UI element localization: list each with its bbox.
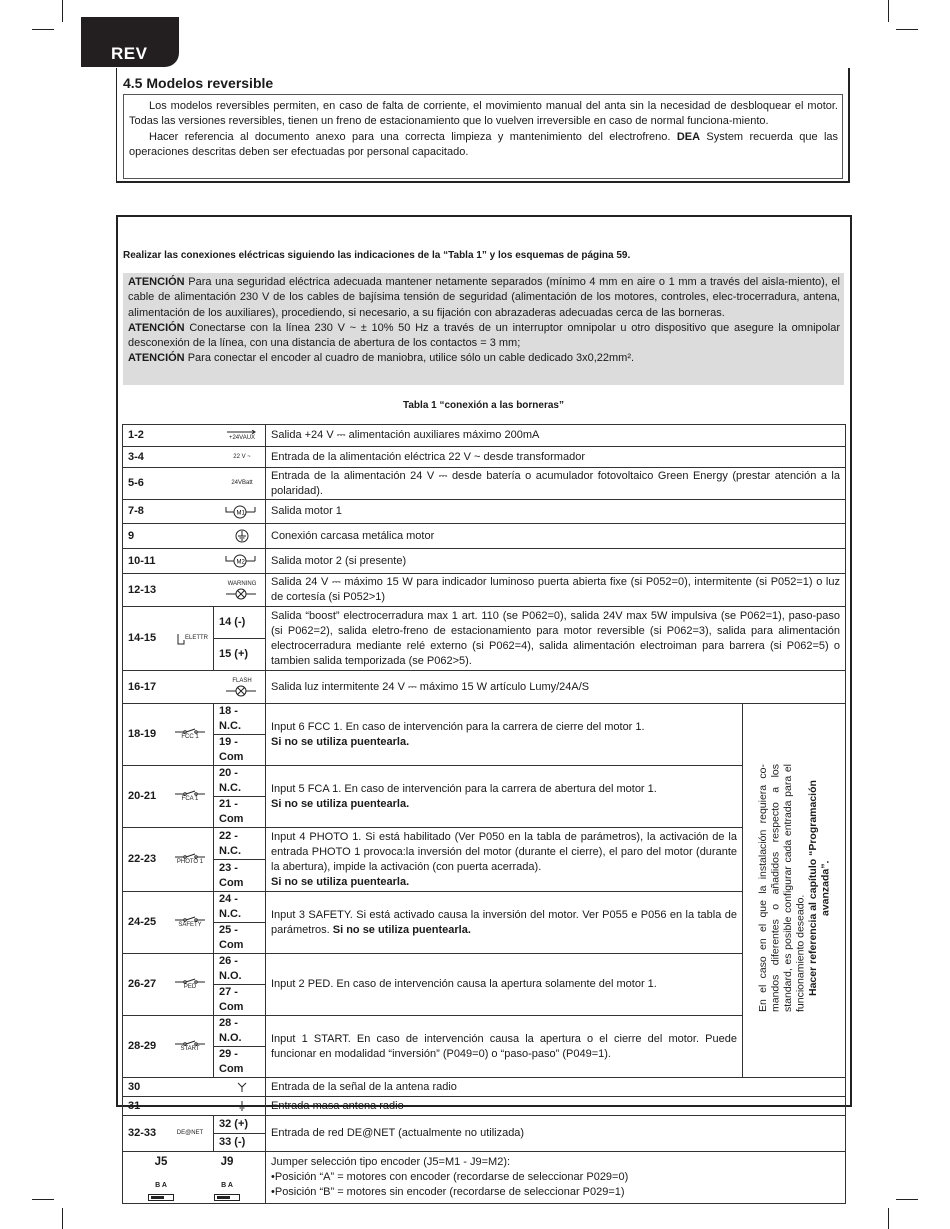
terminal-cell xyxy=(123,671,266,704)
side-note-bold: Hacer referencia al capítulo “Programación avanzada”. xyxy=(806,780,831,996)
warning xyxy=(128,321,840,352)
start-icon xyxy=(172,1040,208,1053)
table-row xyxy=(123,828,846,860)
warning-text: Para una seguridad eléctrica adecuada mantener netamente separados (mínimo 4 mm en aire o 1 mm a través del aisla-miento), el cable de alimentación 230 V de los cables de bajísima tensión de seguridad (alimentación de los motores, controles, elec-trocerradura, antena, alimentación de los auxiliares), procediendo, si necesario, a su fijación con abrazaderas adecuadas cerca de las borneras. xyxy=(128,276,840,319)
pin-label: 26 - N.O. xyxy=(214,954,266,985)
crop-mark xyxy=(32,1199,54,1200)
symbol-label: FLASH xyxy=(232,677,252,684)
terminal-number: 28-29 xyxy=(128,1040,157,1052)
table-row xyxy=(123,892,846,923)
description-bold: Si no se utiliza puentearla. xyxy=(271,875,410,888)
terminal-description: Entrada de red DE@NET (actualmente no utilizada) xyxy=(266,1116,846,1152)
pin-label: 20 - N.C. xyxy=(214,766,266,797)
terminal-description xyxy=(266,828,743,892)
terminal-cell xyxy=(123,524,266,549)
connections-lead: Realizar las conexiones eléctricas siguiendo las indicaciones de la “Tabla 1” y los esquemas de página 59. xyxy=(123,250,631,261)
symbol-label: ELETTR xyxy=(184,635,208,641)
symbol-label: START xyxy=(180,1046,200,1052)
limit-switch-icon xyxy=(172,728,208,741)
terminal-number: 7-8 xyxy=(128,505,144,517)
terminal-cell xyxy=(123,425,266,447)
terminal-description: Entrada de la alimentación 24 V ⎓ desde batería o acumulador fotovoltaico Green Energy (prestar atención a la polaridad). xyxy=(266,468,846,500)
jumper-label: J9 xyxy=(220,1155,234,1168)
flash-lamp-icon xyxy=(224,678,260,697)
terminal-number: 14-15 xyxy=(128,632,157,644)
terminal-description: Salida +24 V ⎓ alimentación auxiliares máximo 200mA xyxy=(266,425,846,447)
terminal-number: 22-23 xyxy=(128,853,157,865)
table-row xyxy=(123,500,846,524)
description-text: Input 3 SAFETY. Si está activado causa la inversión del motor. Ver P055 e P056 en la tabla de parámetros. xyxy=(271,908,737,936)
jumper-pos-label: B A xyxy=(155,1181,167,1189)
warning-text: Conectarse con la línea 230 V ~ ± 10% 50 Hz a través de un interruptor omnipolar u otro dispositivo que asegure la omnipolar desconexión de la línea, con una distancia de abertura de los contactos = 3 mm; xyxy=(128,321,840,350)
pin-label: 22 - N.C. xyxy=(214,828,266,860)
terminal-description: Input 1 START. En caso de intervención causa la apertura o el cierre del motor. Puede funcionar en modalidad “inversión” (P049=0) o “paso-paso” (P049=1). xyxy=(266,1016,743,1078)
terminal-description: Entrada de la alimentación eléctrica 22 V ~ desde transformador xyxy=(266,447,846,468)
pin-label: 27 - Com xyxy=(214,985,266,1016)
electrolock-icon xyxy=(177,633,208,645)
terminal-number: 31 xyxy=(128,1099,141,1112)
terminal-cell xyxy=(123,1016,214,1078)
pin-label: 15 (+) xyxy=(214,639,266,671)
jumper-pos-label: B A xyxy=(221,1181,233,1189)
pin-label: 29 - Com xyxy=(214,1047,266,1078)
terminal-cell xyxy=(123,892,214,954)
terminal-number: 3-4 xyxy=(128,450,144,463)
jumper-group xyxy=(128,1155,260,1201)
crop-mark xyxy=(62,1208,63,1229)
table-row xyxy=(123,1152,846,1204)
symbol-label: FCA 1 xyxy=(181,796,199,802)
jumper-j5 xyxy=(148,1155,174,1201)
description-bold: Si no se utiliza puentearla. xyxy=(271,735,410,748)
table-row xyxy=(123,1097,846,1116)
table-row xyxy=(123,671,846,704)
paragraph-text: Hacer referencia al documento anexo para una correcta limpieza y mantenimiento del electrofreno. xyxy=(149,130,677,143)
terminal-description xyxy=(266,1152,846,1204)
motor-icon xyxy=(224,505,260,519)
terminal-number: 24-25 xyxy=(128,916,157,928)
paragraph xyxy=(129,130,838,161)
brand-name: DEA xyxy=(676,130,701,143)
pin-label: 19 - Com xyxy=(214,735,266,766)
description-bold: Si no se utiliza puentearla. xyxy=(332,923,471,936)
bullet-item: •Posición “A” = motores con encoder (recordarse de seleccionar P029=0) xyxy=(271,1171,629,1183)
jumper-j9 xyxy=(214,1155,240,1201)
aux-power-icon xyxy=(224,430,260,442)
limit-switch-icon xyxy=(172,790,208,803)
warning-block xyxy=(123,273,844,385)
table-row xyxy=(123,468,846,500)
pin-label: 32 (+) xyxy=(214,1116,266,1134)
rev-tab-label: REV xyxy=(111,44,148,63)
photocell-icon xyxy=(172,853,208,866)
table-row xyxy=(123,1116,846,1134)
warning xyxy=(128,351,840,366)
side-note xyxy=(743,704,846,1078)
pin-label: 25 - Com xyxy=(214,923,266,954)
terminal-description: Salida motor 2 (si presente) xyxy=(266,549,846,574)
pin-label: 24 - N.C. xyxy=(214,892,266,923)
side-note-text xyxy=(757,764,832,1012)
crop-mark xyxy=(896,1199,918,1200)
crop-mark xyxy=(888,1208,889,1229)
table-caption: Tabla 1 “conexión a las borneras” xyxy=(403,400,564,411)
paragraph: Los modelos reversibles permiten, en caso de falta de corriente, el movimiento manual del anta sin la necesidad de desbloquear el motor. Todas las versiones reversibles, tienen un freno de estacionamiento que lo vuelven irreversible en caso de normal funciona-miento. xyxy=(129,100,838,128)
side-note-body: En el caso en el que la instalación requiera co-mandos diferentes o añadidos respecto a los standard, es posible configurar cada entrada para el funcionamiento deseado. xyxy=(756,764,806,1012)
terminal-cell xyxy=(123,1078,266,1097)
warning-label: ATENCIÓN xyxy=(128,321,185,334)
terminal-cell xyxy=(123,500,266,524)
rev-tab xyxy=(81,17,179,67)
terminal-number: 12-13 xyxy=(128,583,157,596)
description-text: Input 6 FCC 1. En caso de intervención para la carrera de cierre del motor 1. xyxy=(271,720,645,733)
terminal-cell xyxy=(123,468,266,500)
pin-label: 28 - N.O. xyxy=(214,1016,266,1047)
terminal-number: 32-33 xyxy=(128,1127,157,1139)
jumper-icon xyxy=(148,1194,174,1201)
terminal-number: 20-21 xyxy=(128,790,157,802)
description-bold: Si no se utiliza puentearla. xyxy=(271,797,410,810)
antenna-ground-icon xyxy=(224,1101,260,1111)
symbol-label: SAFETY xyxy=(178,922,202,928)
terminal-cell xyxy=(123,1097,266,1116)
bullet-item: •Posición “B” = motores sin encoder (recordarse de seleccionar P029=1) xyxy=(271,1186,625,1198)
terminal-number: 9 xyxy=(128,529,135,542)
crop-mark xyxy=(32,29,54,30)
terminal-description: Entrada masa antena radio xyxy=(266,1097,846,1116)
terminal-table xyxy=(122,424,846,1204)
terminal-cell xyxy=(123,766,214,828)
antenna-icon xyxy=(224,1082,260,1092)
warning-lamp-icon xyxy=(224,581,260,600)
pin-label: 14 (-) xyxy=(214,607,266,639)
denet-label: DE@NET xyxy=(176,1130,204,1136)
table-row xyxy=(123,447,846,468)
terminal-description: Salida “boost” electrocerradura max 1 art. 110 (se P062=0), salida 24V max 5W impulsiva (se P062=1), paso-paso (si P062=2), salida eletro-freno de estacionamiento para motor reversible (si P062=3), salida para alimentación electrocerradura mediante relé externo (si P062=4), salida alimentación electroiman para barrera (si P062=5) o tambien salida temporizada (se P062>5). xyxy=(266,607,846,671)
terminal-cell xyxy=(123,447,266,468)
pin-label: 21 - Com xyxy=(214,797,266,828)
warning-label: ATENCIÓN xyxy=(128,352,185,365)
terminal-description: Conexión carcasa metálica motor xyxy=(266,524,846,549)
jumper-description: Jumper selección tipo encoder (J5=M1 - J9=M2): xyxy=(271,1156,511,1168)
terminal-cell xyxy=(123,828,214,892)
table-row xyxy=(123,524,846,549)
terminal-number: 1-2 xyxy=(128,429,144,441)
terminal-number: 10-11 xyxy=(128,554,156,567)
motor-label: M1 xyxy=(236,510,245,516)
terminal-description: Entrada de la señal de la antena radio xyxy=(266,1078,846,1097)
safety-icon xyxy=(172,916,208,929)
paragraph-text: System recuerda que las operaciones descritas deben ser efectuadas por personal capacitado. xyxy=(129,130,839,158)
table-row xyxy=(123,607,846,639)
pin-label: 18 - N.C. xyxy=(214,704,266,735)
table-row xyxy=(123,1078,846,1097)
section-title: 4.5 Modelos reversible xyxy=(123,75,274,91)
table-row xyxy=(123,425,846,447)
warning-text: Para conectar el encoder al cuadro de maniobra, utilice sólo un cable dedicado 3x0,22mm². xyxy=(184,352,635,365)
terminal-number: 30 xyxy=(128,1080,141,1093)
jumper-icon xyxy=(214,1194,240,1201)
terminal-cell xyxy=(123,1116,214,1152)
jumper-cell xyxy=(123,1152,266,1204)
pedestrian-icon xyxy=(172,978,208,991)
jumper-label: J5 xyxy=(154,1155,168,1168)
symbol-label: WARNING xyxy=(227,580,257,587)
terminal-description: Salida luz intermitente 24 V ⎓ máximo 15 W artículo Lumy/24A/S xyxy=(266,671,846,704)
crop-mark xyxy=(62,0,63,22)
terminal-cell xyxy=(123,704,214,766)
ground-icon xyxy=(224,529,260,543)
symbol-label: +24VAUX xyxy=(228,434,256,441)
terminal-cell xyxy=(123,574,266,607)
table-row xyxy=(123,574,846,607)
terminal-number: 18-19 xyxy=(128,728,157,740)
pin-label: 23 - Com xyxy=(214,860,266,892)
warning xyxy=(128,275,840,321)
terminal-description: Salida 24 V ⎓ máximo 15 W para indicador luminoso puerta abierta fixe (si P052=0), intermitente (si P052=1) o luz de cortesía (si P052>1) xyxy=(266,574,846,607)
crop-mark xyxy=(896,29,918,30)
terminal-description xyxy=(266,892,743,954)
pin-label: 33 (-) xyxy=(214,1134,266,1152)
terminal-cell xyxy=(123,954,214,1016)
terminal-description: Input 2 PED. En caso de intervención causa la apertura solamente del motor 1. xyxy=(266,954,743,1016)
symbol-label: FCC 1 xyxy=(181,734,199,740)
terminal-number: 16-17 xyxy=(128,680,157,693)
terminal-description xyxy=(266,766,743,828)
table-row xyxy=(123,704,846,735)
crop-mark xyxy=(888,0,889,22)
terminal-description xyxy=(266,704,743,766)
battery-label: 24VBatt xyxy=(231,480,253,486)
symbol-label: PHOTO 1 xyxy=(176,859,204,865)
symbol-label: PED xyxy=(183,984,197,990)
table-row xyxy=(123,954,846,985)
warning-label: ATENCIÓN xyxy=(128,276,185,288)
description-text: Input 4 PHOTO 1. Si está habilitado (Ver P050 en la tabla de parámetros), la activación de la entrada PHOTO 1 provoca:la inversión del motor (durante el cierre), el paro del motor (durante la abertura), impide la activación (con puerta acerrada). xyxy=(271,830,737,873)
ac-input-label: 22 V ~ xyxy=(233,453,251,460)
terminal-number: 5-6 xyxy=(128,477,144,489)
table-row xyxy=(123,766,846,797)
table-row xyxy=(123,1016,846,1047)
section-text-box xyxy=(123,94,843,179)
description-text: Input 5 FCA 1. En caso de intervención para la carrera de abertura del motor 1. xyxy=(271,782,657,795)
terminal-cell xyxy=(123,549,266,574)
terminal-number: 26-27 xyxy=(128,978,157,990)
motor-label: M2 xyxy=(236,559,245,566)
table-row xyxy=(123,549,846,574)
motor-icon xyxy=(224,554,260,568)
terminal-description: Salida motor 1 xyxy=(266,500,846,524)
terminal-cell xyxy=(123,607,214,671)
